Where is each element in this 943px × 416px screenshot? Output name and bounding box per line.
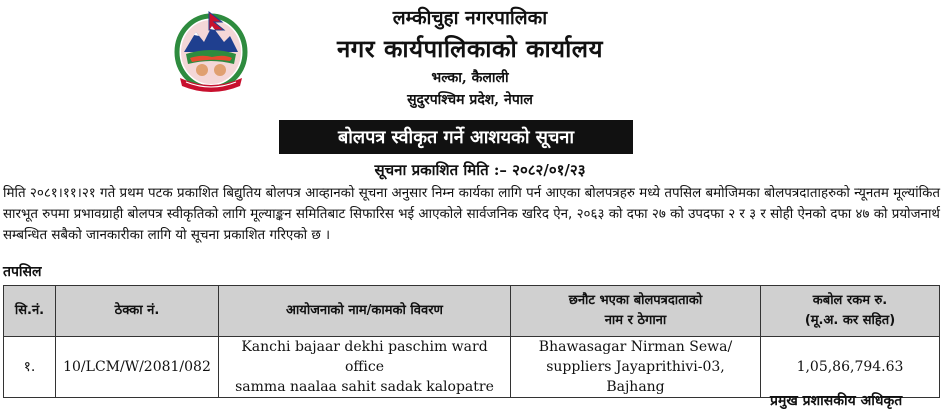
signature-title: प्रमुख प्रशासकीय अधिकृत: [770, 393, 903, 409]
cell-sn: १.: [4, 337, 56, 398]
cell-project: Kanchi bajaar dekhi paschim ward office samma naalaa sahit sadak kalopatre: [219, 337, 511, 398]
bid-table: [3, 285, 940, 398]
cell-amount: 1,05,86,794.63: [761, 337, 940, 398]
address-line-2: सुदुरपश्चिम प्रदेश, नेपाल: [407, 92, 533, 108]
notice-title: बोलपत्र स्वीकृत गर्ने आशयको सूचना: [337, 127, 575, 148]
notice-body: मिति २०८१।११।२१ गते प्रथम पटक प्रकाशित बिद्युतिय बोलपत्र आव्हानको सूचना अनुसार निम्न कार्यका लागि पर्न आएका बोलपत्रहरु मध्ये तपसिल बमोजिमका बोलपत्रदाताहरुको न्यूनतम मूल्यांकित सारभूत रुपमा प्रभावग्राही बोलपत्र स्वीकृतिको लागि मूल्याङ्कन समितिबाट सिफारिस भई आएकोले सार्वजनिक खरिद ऐन, २०६३ को दफा २७ को उपदफा २ र ३ र सोही ऐनको दफा ४७ को प्रयोजनार्थ सम्बन्धित सबैको जानकारीका लागि यो सूचना प्रकाशित गरिएको छ ।: [3, 186, 940, 243]
notice-title-banner: [279, 120, 633, 154]
cell-bidder: Bhawasagar Nirman Sewa/ suppliers Jayaprithivi-03, Bajhang: [511, 337, 761, 398]
org-name: लम्कीचुहा नगरपालिका: [392, 7, 548, 29]
address-line-1: भल्का, कैलाली: [431, 70, 509, 86]
col-header-bidder: छनौट भएका बोलपत्रदाताको नाम र ठेगाना: [511, 286, 761, 337]
nepal-emblem-icon: [172, 8, 250, 92]
office-name: नगर कार्यपालिकाको कार्यालय: [336, 34, 604, 63]
col-header-sn: सि.नं.: [4, 286, 56, 337]
tapsil-label: तपसिल: [3, 264, 42, 280]
col-header-contract-no: ठेक्का नं.: [56, 286, 219, 337]
table-header-row: [4, 286, 940, 337]
table-row: [4, 337, 940, 398]
cell-contract-no: 10/LCM/W/2081/082: [56, 337, 219, 398]
published-date: सूचना प्रकाशित मिति :– २०८२/०१/२३: [374, 161, 586, 179]
col-header-project: आयोजनाको नाम/कामको विवरण: [219, 286, 511, 337]
col-header-amount: कबोल रकम रु. (मू.अ. कर सहित): [761, 286, 940, 337]
